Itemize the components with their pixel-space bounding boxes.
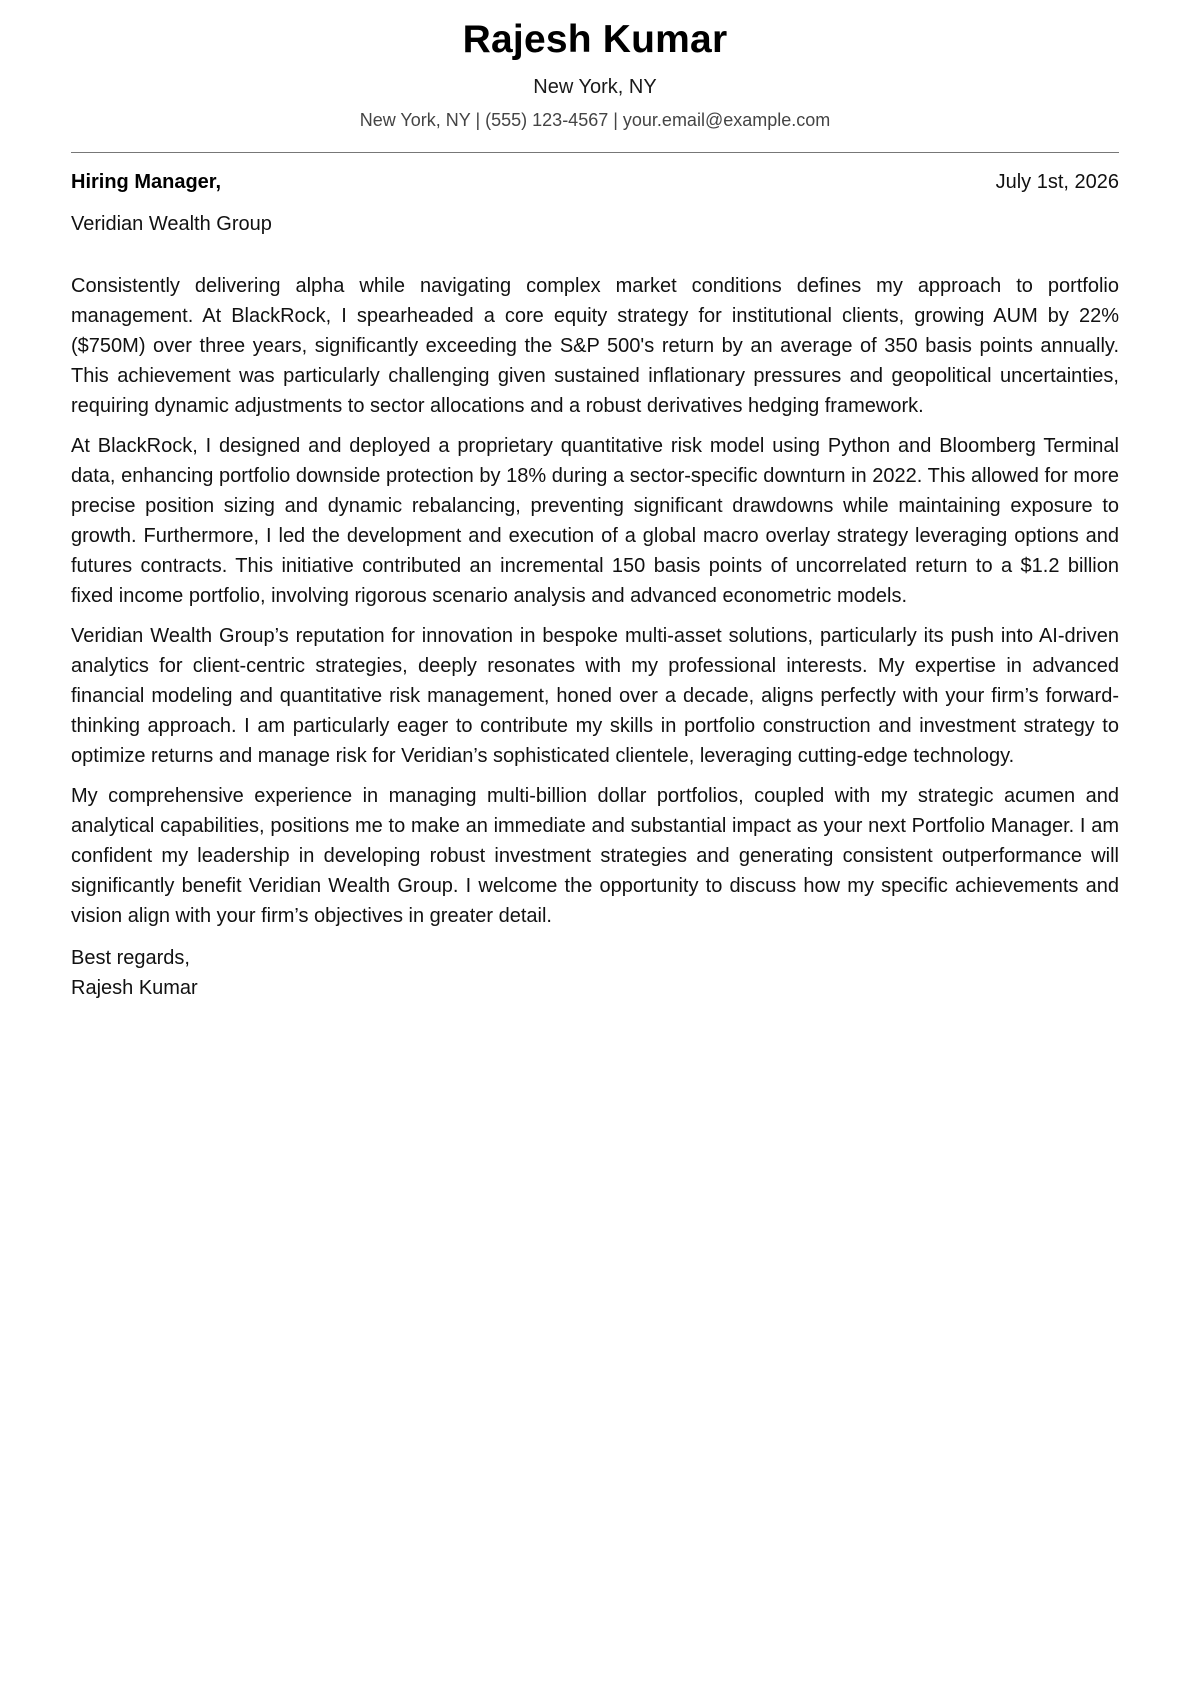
body-paragraph: Veridian Wealth Group’s reputation for innovation in bespoke multi-asset solutions, particularly its push into AI-driven analytics for client-centric strategies, deeply resonates with my professional interests. My expertise in advanced financial modeling and quantitative risk management, honed over a decade, aligns perfectly with your firm’s forward-thinking approach. I am particularly eager to contribute my skills in portfolio construction and investment strategy to optimize returns and manage risk for Veridian’s sophisticated clientele, leveraging cutting-edge technology.: [71, 625, 1119, 767]
body-paragraph: At BlackRock, I designed and deployed a proprietary quantitative risk model using Python and Bloomberg Terminal data, enhancing portfolio downside protection by 18% during a sector-specific downturn in 2022. This allowed for more precise position sizing and dynamic rebalancing, preventing significant drawdowns while maintaining exposure to growth. Furthermore, I led the development and execution of a global macro overlay strategy leveraging options and futures contracts. This initiative contributed an incremental 150 basis points of uncorrelated return to a $1.2 billion fixed income portfolio, involving rigorous scenario analysis and advanced econometric models.: [71, 435, 1119, 607]
letter-closing: [71, 943, 1119, 1003]
body-paragraph: My comprehensive experience in managing multi-billion dollar portfolios, coupled with my strategic acumen and analytical capabilities, positions me to make an immediate and substantial impact as your next Portfolio Manager. I am confident my leadership in developing robust investment strategies and generating consistent outperformance will significantly benefit Veridian Wealth Group. I welcome the opportunity to discuss how my specific achievements and vision align with your firm’s objectives in greater detail.: [71, 785, 1119, 927]
contact-line: New York, NY | (555) 123-4567 | your.email@example.com: [359, 110, 831, 130]
closing-phrase: Best regards,: [71, 947, 190, 969]
letter-date: July 1st, 2026: [995, 171, 1119, 193]
letter-header: [71, 0, 1119, 132]
recipient-date-row: [71, 169, 1119, 195]
applicant-name: Rajesh Kumar: [462, 18, 728, 61]
body-paragraph: Consistently delivering alpha while navigating complex market conditions defines my approach to portfolio management. At BlackRock, I spearheaded a core equity strategy for institutional clients, growing AUM by 22% ($750M) over three years, significantly exceeding the S&P 500's return by an average of 350 basis points annually. This achievement was particularly challenging given sustained inflationary pressures and geopolitical uncertainties, requiring dynamic adjustments to sector allocations and a robust derivatives hedging framework.: [71, 275, 1119, 417]
letter-body: [71, 271, 1119, 931]
applicant-location: New York, NY: [533, 76, 657, 98]
recipient: Hiring Manager,: [71, 171, 222, 193]
signature-name: Rajesh Kumar: [71, 977, 198, 999]
company-name: Veridian Wealth Group: [71, 213, 272, 235]
header-divider: [71, 152, 1119, 153]
